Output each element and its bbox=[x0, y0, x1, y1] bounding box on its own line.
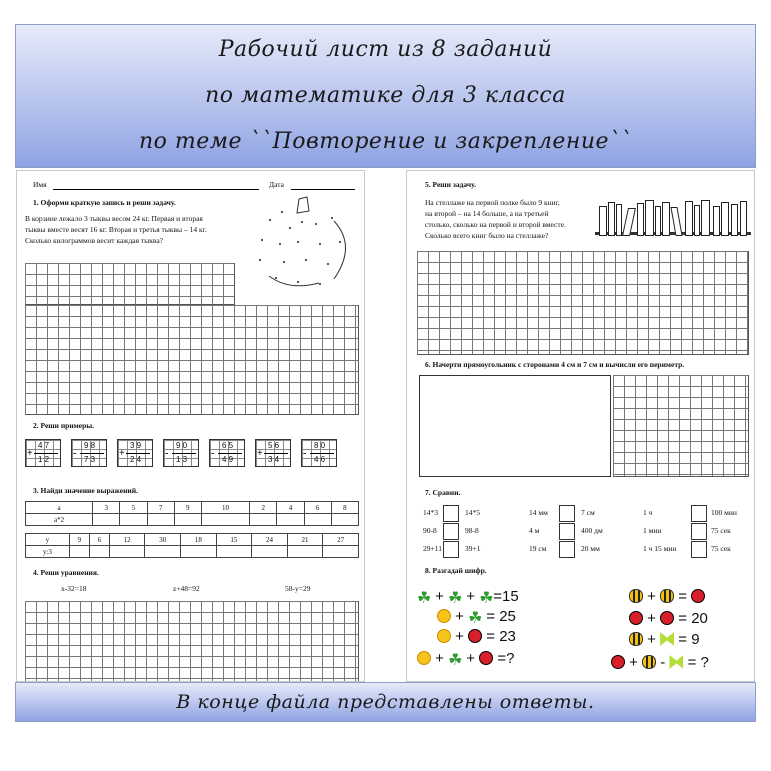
right-worksheet-page: 5. Реши задачу. На стеллаже на первой полке было 9 книг, на второй – на 14 больше, а на третьей столько, сколько на первой и второй вместе. Сколько всего книг было на стеллаже? 6. Начерти прямоугольник с сторонами 4 см и 7 см и вычисли его периметр. 7. Сравни. 14*3 14*5 90-8 98-8 29+11 39+1 14 мм 7 см 4 м 400 дм 19 см 20 мм 1 ч 100 мин 1 мин 75 сек 1 ч 15 мин 75 сек 8. Разгадай шифр. ☘ + ☘ + ☘=15 + ☘ = 25 + = 23 + ☘ + =? + = + = 20 + = 9 + - = ? bbox=[406, 170, 755, 682]
equation-2: z+48=92 bbox=[173, 584, 200, 593]
task6-title: 6. Начерти прямоугольник с сторонами 4 см и 7 см и вычисли его периметр. bbox=[425, 360, 685, 369]
cipher-left-row-2: + ☘ = 25 bbox=[437, 609, 516, 625]
example-5[interactable]: - 6 5 4 9 bbox=[209, 439, 245, 467]
cipher-right-row-1: + = bbox=[629, 589, 705, 604]
task1-line-1: В корзине лежало 3 тыквы весом 24 кг. Первая и вторая bbox=[25, 214, 203, 223]
clover-icon: ☘ bbox=[448, 652, 463, 669]
equation-3: 58-у=29 bbox=[285, 584, 311, 593]
bee-icon bbox=[642, 655, 656, 669]
banner-line-2: по математике для 3 класса bbox=[205, 83, 566, 108]
footer-banner bbox=[15, 682, 756, 722]
table-row: у 9 6 12 30 18 15 24 21 27 bbox=[26, 534, 359, 546]
table-row[interactable]: у:3 bbox=[26, 546, 359, 558]
task6-grid[interactable] bbox=[613, 375, 749, 477]
task4-title: 4. Реши уравнения. bbox=[33, 568, 99, 577]
bee-icon bbox=[660, 589, 674, 603]
task5-line-3: столько, сколько на первой и второй вместе. bbox=[425, 220, 566, 229]
compare-box[interactable] bbox=[559, 541, 575, 558]
task8-title: 8. Разгадай шифр. bbox=[425, 566, 487, 575]
ladybug-icon bbox=[629, 611, 643, 625]
task4-grid[interactable] bbox=[25, 601, 359, 682]
name-label: Имя bbox=[33, 180, 47, 189]
left-worksheet-page bbox=[16, 170, 365, 682]
sun-icon bbox=[437, 629, 451, 643]
task1-grid-top[interactable] bbox=[25, 263, 235, 305]
title-banner bbox=[15, 24, 756, 168]
task1-line-2: тыквы вместе весят 16 кг. Вторая и третья тыквы – 14 кг. bbox=[25, 225, 207, 234]
task3-table-a bbox=[25, 501, 359, 526]
pumpkin-dot-picture bbox=[239, 191, 359, 301]
compare-box[interactable] bbox=[443, 505, 459, 522]
cipher-right-row-2: + = 20 bbox=[629, 611, 708, 626]
banner-line-1: Рабочий лист из 8 заданий bbox=[218, 37, 553, 62]
compare-box[interactable] bbox=[691, 505, 707, 522]
example-4[interactable]: - 9 0 1 3 bbox=[163, 439, 199, 467]
task3-table-y bbox=[25, 533, 359, 558]
task5-line-2: на второй – на 14 больше, а на третьей bbox=[425, 209, 549, 218]
clover-icon: ☘ bbox=[479, 590, 494, 607]
example-1[interactable]: + 4 7 1 2 bbox=[25, 439, 61, 467]
compare-box[interactable] bbox=[443, 523, 459, 540]
clover-icon: ☘ bbox=[468, 610, 483, 627]
task5-line-4: Сколько всего книг было на стеллаже? bbox=[425, 231, 549, 240]
equation-1: х-32=18 bbox=[61, 584, 87, 593]
example-3[interactable]: + 3 9 2 4 bbox=[117, 439, 153, 467]
cipher-left-row-1: ☘ + ☘ + ☘=15 bbox=[417, 588, 519, 607]
ladybug-icon bbox=[660, 611, 674, 625]
banner-line-3: по теме ``Повторение и закрепление`` bbox=[138, 129, 633, 154]
example-2[interactable]: - 9 8 7 3 bbox=[71, 439, 107, 467]
compare-box[interactable] bbox=[691, 541, 707, 558]
compare-box[interactable] bbox=[559, 505, 575, 522]
clover-icon: ☘ bbox=[448, 590, 463, 607]
table-row: а 3 5 7 9 10 2 4 6 8 bbox=[26, 502, 359, 514]
example-7[interactable]: - 8 0 4 6 bbox=[301, 439, 337, 467]
sun-icon bbox=[437, 609, 451, 623]
sun-icon bbox=[417, 651, 431, 665]
name-line bbox=[53, 189, 259, 190]
ladybug-icon bbox=[691, 589, 705, 603]
task1-line-3: Сколько килограммов весит каждая тыква? bbox=[25, 236, 164, 245]
example-6[interactable]: + 5 6 3 4 bbox=[255, 439, 291, 467]
task5-title: 5. Реши задачу. bbox=[425, 180, 476, 189]
footer-text: В конце файла представлены ответы. bbox=[176, 691, 595, 713]
task2-title: 2. Реши примеры. bbox=[33, 421, 94, 430]
ladybug-icon bbox=[611, 655, 625, 669]
compare-box[interactable] bbox=[559, 523, 575, 540]
cipher-left-row-4: + ☘ + =? bbox=[417, 651, 515, 667]
clover-icon: ☘ bbox=[417, 590, 432, 607]
date-label: Дата bbox=[269, 180, 284, 189]
task3-title: 3. Найди значение выражений. bbox=[33, 486, 138, 495]
cipher-right-row-4: + - = ? bbox=[611, 655, 709, 670]
table-row[interactable]: а*2 bbox=[26, 514, 359, 526]
task5-line-1: На стеллаже на первой полке было 9 книг, bbox=[425, 198, 560, 207]
cipher-right-row-3: + = 9 bbox=[629, 632, 700, 647]
date-line bbox=[291, 189, 355, 190]
bee-icon bbox=[629, 589, 643, 603]
ladybug-icon bbox=[479, 651, 493, 665]
butterfly-icon bbox=[669, 655, 683, 669]
cipher-left-row-3: + = 23 bbox=[437, 629, 516, 644]
task1-grid[interactable] bbox=[25, 305, 359, 415]
bookshelf-image bbox=[595, 193, 751, 239]
task6-rectangle-area[interactable] bbox=[419, 375, 611, 477]
task1-title: 1. Оформи краткую запись и реши задачу. bbox=[33, 198, 176, 207]
ladybug-icon bbox=[468, 629, 482, 643]
compare-box[interactable] bbox=[691, 523, 707, 540]
compare-box[interactable] bbox=[443, 541, 459, 558]
bee-icon bbox=[629, 632, 643, 646]
task7-title: 7. Сравни. bbox=[425, 488, 461, 497]
task5-grid[interactable] bbox=[417, 251, 749, 355]
butterfly-icon bbox=[660, 632, 674, 646]
